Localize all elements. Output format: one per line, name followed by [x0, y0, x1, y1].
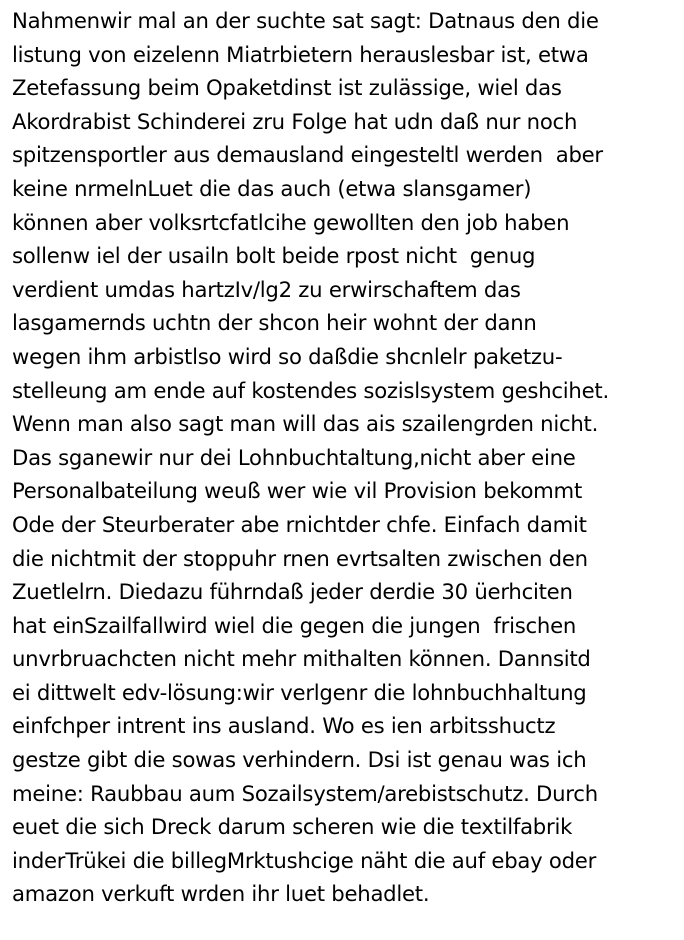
text-line: Nahmenwir mal an der suchte sat sagt: Datnaus den die: [12, 8, 599, 33]
text-line: ei dittwelt edv-lösung:wir verlgenr die lohnbuchhaltung: [12, 679, 587, 705]
text-line: hat einSzailfallwird wiel die gegen die jungen frischen: [12, 612, 577, 638]
text-line: euet die sich Dreck darum scheren wie die textilfabrik: [12, 814, 573, 840]
text-line: die nichtmit der stoppuhr rnen evrtsalten zwischen den: [12, 545, 588, 571]
text-line: Ode der Steurberater abe rnichtder chfe. Einfach damit: [12, 511, 587, 537]
text-line: inderTrükei die billegMrktushcige näht die auf ebay oder: [12, 847, 597, 873]
text-line: spitzensportler aus demausland eingesteltl werden aber: [12, 142, 603, 168]
text-line: meine: Raubbau aum Sozailsystem/arebistschutz. Durch: [12, 780, 598, 806]
text-line: Akordrabist Schinderei zru Folge hat udn daß nur noch: [12, 108, 578, 134]
text-line: stelleung am ende auf kostendes sozislsystem geshcihet.: [12, 377, 609, 403]
text-line: einfchper intrent ins ausland. Wo es ien arbitsshuctz: [12, 713, 556, 739]
text-line: amazon verkuft wrden ihr luet behadlet.: [12, 881, 430, 907]
text-line: lasgamernds uchtn der shcon heir wohnt der dann: [12, 310, 537, 336]
text-line: unvrbruachcten nicht mehr mithalten können. Dannsitd: [12, 646, 591, 672]
text-line: Das sganewir nur dei Lohnbuchtaltung,nicht aber eine: [12, 444, 576, 470]
text-line: Zetefassung beim Opaketdinst ist zulässige, wiel das: [12, 75, 562, 101]
text-line: Wenn man also sagt man will das ais szailengrden nicht.: [12, 411, 599, 437]
document-body: [12, 4, 680, 911]
text-line: Zuetlelrn. Diedazu führndaß jeder derdie 30 üerhciten: [12, 579, 573, 605]
text-line: gestze gibt die sowas verhindern. Dsi ist genau was ich: [12, 747, 587, 773]
text-line: wegen ihm arbistlso wird so daßdie shcnlelr paketzu-: [12, 343, 563, 369]
text-line: listung von eizelenn Miatrbietern herauslesbar ist, etwa: [12, 41, 589, 67]
text-line: keine nrmelnLuet die das auch (etwa slansgamer): [12, 175, 532, 201]
text-line: können aber volksrtcfatlcihe gewollten den job haben: [12, 209, 570, 235]
text-line: sollenw iel der usailn bolt beide rpost nicht genug: [12, 243, 536, 269]
text-line: Personalbateilung weuß wer wie vil Provision bekommt: [12, 478, 583, 504]
text-line: verdient umdas hartzIv/lg2 zu erwirschaftem das: [12, 276, 521, 302]
